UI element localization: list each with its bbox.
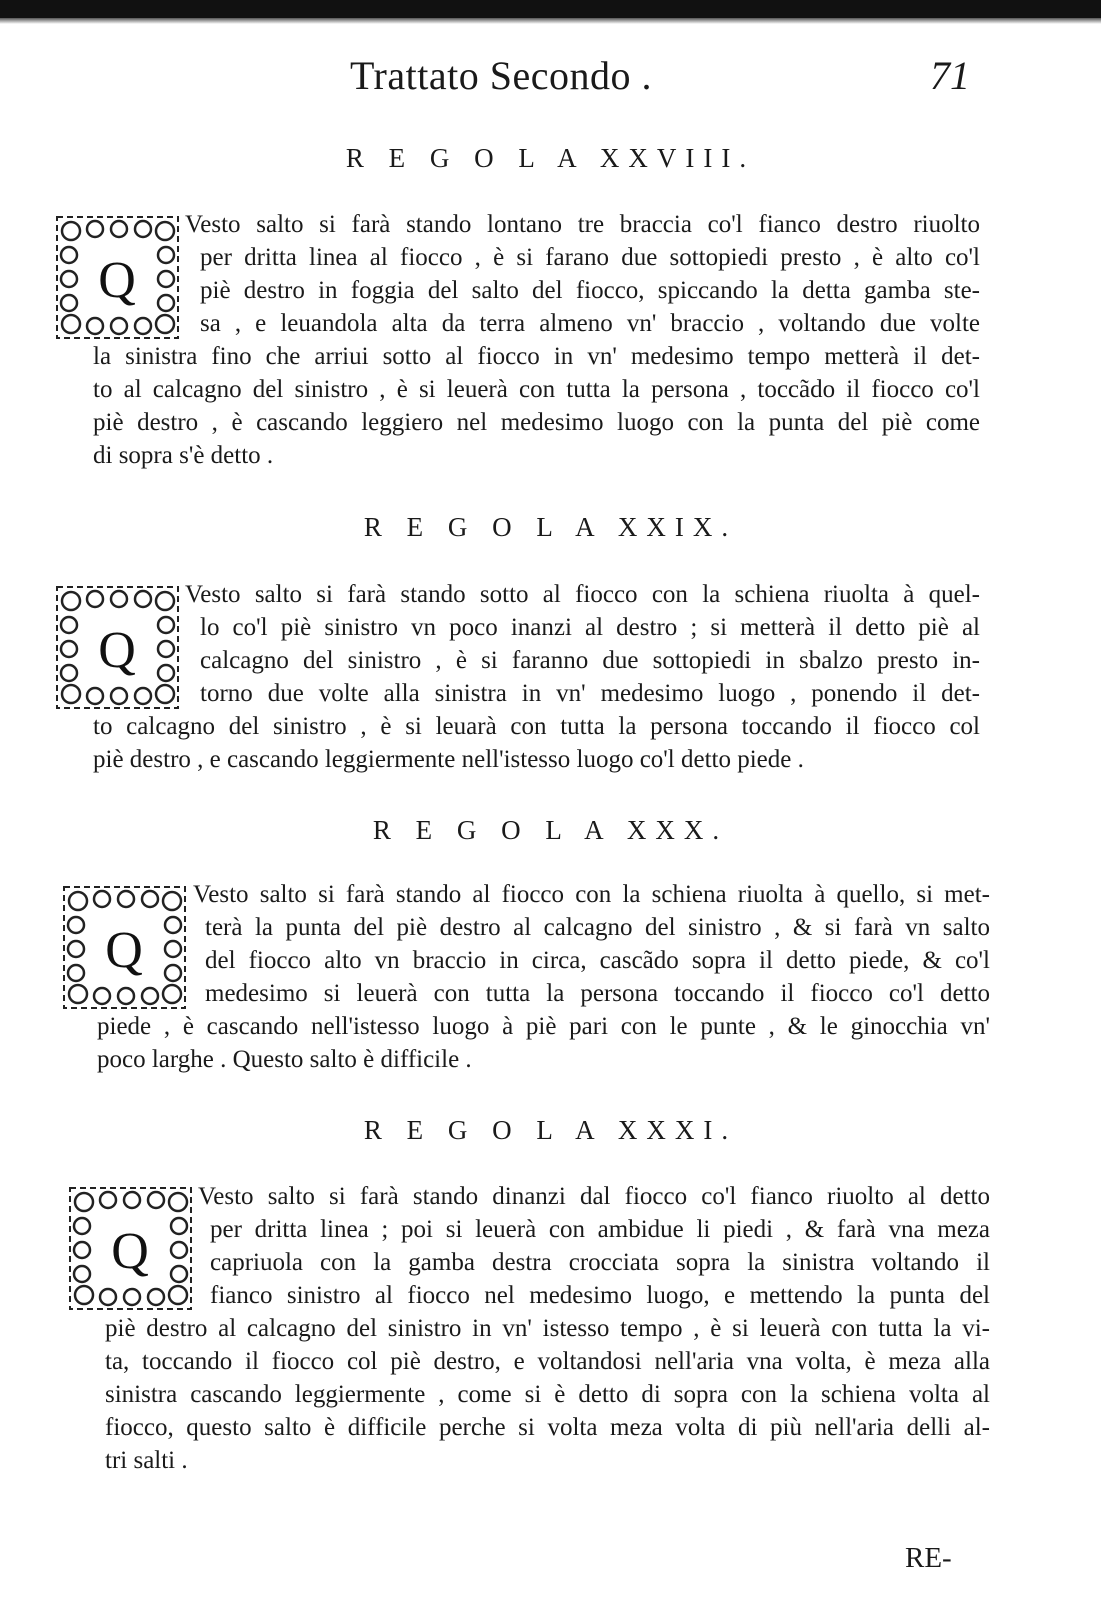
svg-text:Q: Q xyxy=(111,1223,149,1280)
text-line: Vesto salto si farà stando lontano tre braccia co'l fianco destro riuolto xyxy=(185,211,980,238)
text-line: del fiocco alto vn braccio in circa, cascãdo sopra il detto piede, & co'l xyxy=(205,947,990,974)
rule-heading: R E G O L A XXVIII. xyxy=(345,143,756,173)
text-line: lo co'l piè sinistro vn poco inanzi al destro ; si metterà il detto piè al xyxy=(200,614,980,641)
svg-text:Q: Q xyxy=(105,922,143,979)
text-line: ta, toccando il fiocco col piè destro, e voltandosi nell'aria vna volta, è meza alla xyxy=(105,1348,990,1375)
text-line: to calcagno del sinistro , è si leuarà con tutta la persona toccando il fiocco col xyxy=(93,713,980,740)
ornament-icon xyxy=(55,585,180,710)
text-line: terà la punta del piè destro al calcagno del sinistro , & si farà vn salto xyxy=(205,914,990,941)
text-line: Vesto salto si farà stando dinanzi dal fiocco co'l fianco riuolto al detto xyxy=(198,1183,990,1210)
text-line: piede , è cascando nell'istesso luogo à piè pari con le punte , & le ginocchia vn' xyxy=(97,1013,990,1040)
rule-heading: R E G O L A XXXI. xyxy=(363,1115,738,1145)
catchword: RE- xyxy=(905,1542,952,1574)
text-line: capriuola con la gamba destra crocciata sopra la sinistra voltando il xyxy=(210,1249,990,1276)
text-line: piè destro in foggia del salto del fiocco, spiccando la detta gamba ste- xyxy=(200,277,980,304)
text-line: Vesto salto si farà stando sotto al fiocco con la schiena riuolta à quel- xyxy=(185,581,980,608)
text-line: to al calcagno del sinistro , è si leuerà con tutta la persona , toccãdo il fiocco co'l xyxy=(93,376,980,403)
text-line: la sinistra fino che arriui sotto al fiocco in vn' medesimo tempo metterà il det- xyxy=(93,343,980,370)
decorated-initial xyxy=(68,1186,193,1311)
text-line: torno due volte alla sinistra in vn' medesimo luogo , ponendo il det- xyxy=(200,680,980,707)
decorated-initial xyxy=(55,585,180,710)
rule-heading: R E G O L A XXX. xyxy=(372,815,729,845)
text-line: piè destro al calcagno del sinistro in vn' istesso tempo , è si leuerà con tutta la vi- xyxy=(105,1315,990,1342)
decorated-initial xyxy=(55,215,180,340)
text-line: fianco sinistro al fiocco nel medesimo luogo, e mettendo la punta del xyxy=(210,1282,990,1309)
decorated-initial xyxy=(62,885,187,1010)
text-line: piè destro , e cascando leggiermente nell'istesso luogo co'l detto piede . xyxy=(93,746,804,773)
text-line: piè destro , è cascando leggiero nel medesimo luogo con la punta del piè come xyxy=(93,409,980,436)
text-line: tri salti . xyxy=(105,1447,188,1474)
text-line: Vesto salto si farà stando al fiocco con la schiena riuolta à quello, si met- xyxy=(193,881,990,908)
svg-text:Q: Q xyxy=(98,622,136,679)
text-line: sa , e leuandola alta da terra almeno vn' braccio , voltando due volte xyxy=(200,310,980,337)
text-line: calcagno del sinistro , è si faranno due sottopiedi in sbalzo presto in- xyxy=(200,647,980,674)
page-number: 71 xyxy=(930,53,970,98)
ornament-icon xyxy=(62,885,187,1010)
text-line: fiocco, questo salto è difficile perche si volta meza volta di più nell'aria delli al- xyxy=(105,1414,990,1441)
text-line: poco larghe . Questo salto è difficile . xyxy=(97,1046,472,1073)
running-head: Trattato Secondo . xyxy=(350,53,652,98)
svg-text:Q: Q xyxy=(98,252,136,309)
ornament-icon xyxy=(55,215,180,340)
text-line: per dritta linea al fiocco , è si farano due sottopiedi presto , è alto co'l xyxy=(200,244,980,271)
ornament-icon xyxy=(68,1186,193,1311)
rule-heading: R E G O L A XXIX. xyxy=(363,512,738,542)
text-line: medesimo si leuerà con tutta la persona toccando il fiocco co'l detto xyxy=(205,980,990,1007)
text-line: sinistra cascando leggiermente , come si è detto di sopra con la schiena volta al xyxy=(105,1381,990,1408)
text-line: di sopra s'è detto . xyxy=(93,442,274,469)
text-line: per dritta linea ; poi si leuerà con ambidue li piedi , & farà vna meza xyxy=(210,1216,990,1243)
